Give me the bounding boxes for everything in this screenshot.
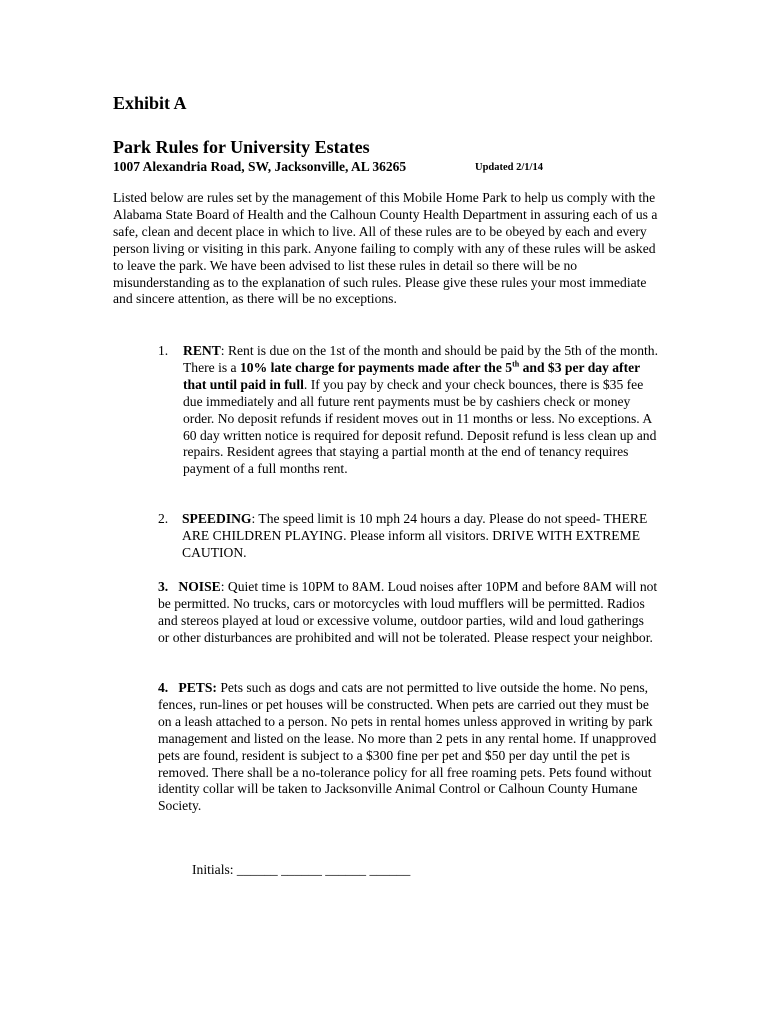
rule-speeding	[158, 511, 658, 562]
rule-heading: NOISE	[178, 579, 221, 594]
rule-number: 3.	[158, 579, 169, 594]
rule-number: 2.	[158, 511, 169, 526]
rule-number: 4.	[158, 680, 169, 695]
intro-paragraph: Listed below are rules set by the management of this Mobile Home Park to help us comply with the Alabama State Board of Health and the Calhoun County Health Department in assuring each of us a safe, clean and decent place in which to live. All of these rules are to be obeyed by each and every person living or visiting in this park. Anyone failing to comply with any of these rules will be asked to leave the park. We have been advised to list these rules in detail so there will be no misunderstanding as to the explanation of such rules. Please give these rules your most immediate and sincere attention, as there will be no exceptions.	[113, 190, 658, 307]
rule-body	[183, 343, 658, 478]
rule-text: Pets such as dogs and cats are not permitted to live outside the home. No pens, fences, run-lines or pet houses will be constructed. When pets are carried out they must be on a leash attached to a person. No pets in rental homes unless approved in writing by park management and listed on the lease. No more than 2 pets in any rental home. If unapproved pets are found, resident is subject to a $300 fine per pet and $50 per day until the pet is removed. There shall be a no-tolerance policy for all free roaming pets. Pets found without identity collar will be taken to Jacksonville Animal Control or Calhoun County Humane Society.	[158, 680, 657, 814]
park-address: 1007 Alexandria Road, SW, Jacksonville, AL 36265	[113, 159, 407, 174]
rule-heading: PETS:	[178, 680, 217, 695]
rule-body	[182, 511, 658, 562]
rule-number: 1.	[158, 343, 169, 358]
ordinal-suffix: th	[512, 359, 520, 369]
late-charge-text: 10% late charge for payments made after the 5	[240, 359, 513, 375]
exhibit-label: Exhibit A	[113, 93, 187, 113]
rule-text: : Rent is due on the 1st of the month and should be paid by the 5th of the month. There is a	[183, 343, 658, 375]
updated-date: Updated 2/1/14	[475, 162, 543, 173]
rule-heading: RENT	[183, 343, 221, 358]
rule-heading: SPEEDING	[182, 511, 252, 526]
late-charge-text-cont: and $3 per day after that until paid in full	[183, 359, 640, 392]
rule-pets	[158, 680, 658, 815]
rule-text: : The speed limit is 10 mph 24 hours a day. Please do not speed- THERE ARE CHILDREN PLAYING. Please inform all visitors. DRIVE WITH EXTREME CAUTION.	[182, 511, 648, 560]
initials-line: Initials: ______ ______ ______ ______	[192, 862, 411, 877]
rule-rent	[158, 343, 658, 478]
address-line	[113, 159, 673, 175]
document-title: Park Rules for University Estates	[113, 137, 370, 157]
rule-text-cont: . If you pay by check and your check bounces, there is $35 fee due immediately and all future rent payments must be by cashiers check or money order. No deposit refunds if resident moves out in 11 months or less. No exceptions. A 60 day written notice is required for deposit refund. Deposit refund is less clean up and repairs. Resident agrees that staying a partial month at the end of tenancy requires payment of a full months rent.	[183, 376, 657, 477]
rule-text: : Quiet time is 10PM to 8AM. Loud noises after 10PM and before 8AM will not be permitted. No trucks, cars or motorcycles with loud mufflers will be permitted. Radios and stereos played at loud or excessive volume, outdoor parties, wild and loud gatherings or other disturbances are prohibited and will not be tolerated. Please respect your neighbor.	[158, 579, 658, 645]
rule-noise	[158, 579, 658, 647]
